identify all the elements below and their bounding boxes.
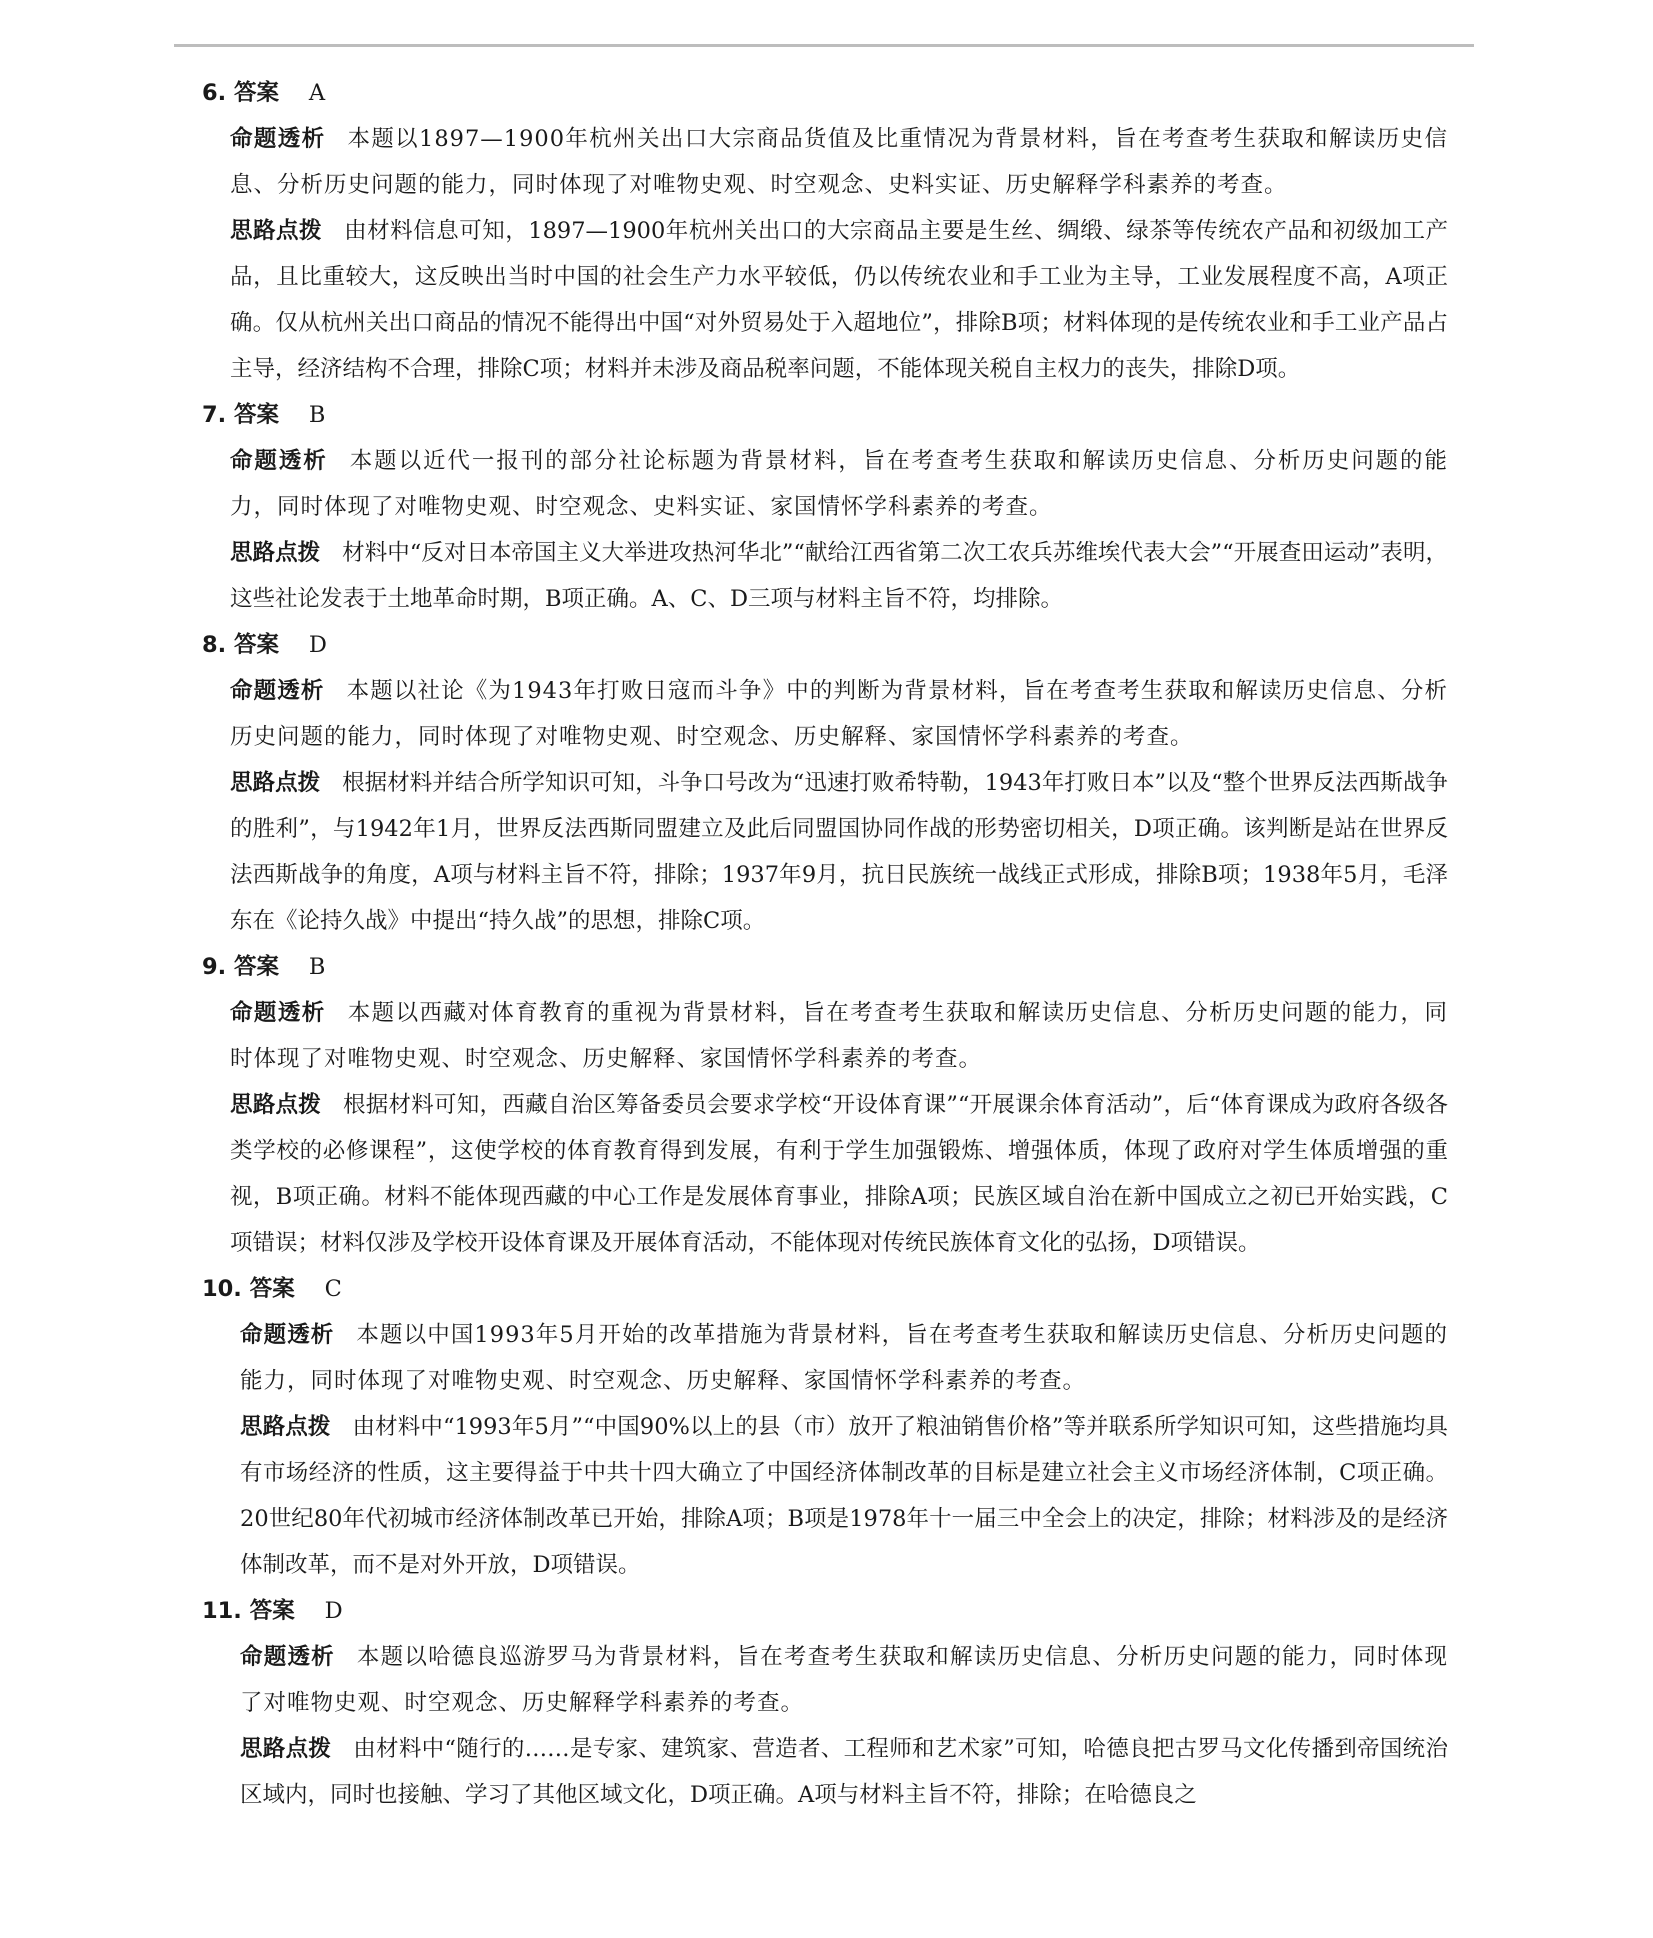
analysis-label: 命题透析 xyxy=(230,448,328,474)
hint-label: 思路点拨 xyxy=(240,1414,331,1440)
analysis-text: 本题以1897—1900年杭州关出口大宗商品货值及比重情况为背景材料，旨在考查考生获取和解读历史信息、分析历史问题的能力，同时体现了对唯物史观、时空观念、史料实证、历史解释学科素养的考查。 xyxy=(230,126,1448,198)
hint-paragraph xyxy=(230,530,1448,622)
top-divider xyxy=(174,44,1474,47)
answer-item-11 xyxy=(0,1588,1653,1818)
hint-paragraph xyxy=(230,1082,1448,1266)
answer-letter: C xyxy=(324,1276,342,1302)
hint-paragraph xyxy=(240,1726,1448,1818)
hint-text: 根据材料并结合所学知识可知，斗争口号改为“迅速打败希特勒，1943年打败日本”以及“整个世界反法西斯战争的胜利”，与1942年1月，世界反法西斯同盟建立及此后同盟国协同作战的形势密切相关，D项正确。该判断是站在世界反法西斯战争的角度，A项与材料主旨不符，排除；1937年9月，抗日民族统一战线正式形成，排除B项；1938年5月，毛泽东在《论持久战》中提出“持久战”的思想，排除C项。 xyxy=(230,770,1448,934)
analysis-text: 本题以哈德良巡游罗马为背景材料，旨在考查考生获取和解读历史信息、分析历史问题的能力，同时体现了对唯物史观、时空观念、历史解释学科素养的考查。 xyxy=(240,1644,1448,1716)
question-number: 9. xyxy=(202,954,227,980)
analysis-label: 命题透析 xyxy=(240,1322,335,1348)
analysis-text: 本题以西藏对体育教育的重视为背景材料，旨在考查考生获取和解读历史信息、分析历史问题的能力，同时体现了对唯物史观、时空观念、历史解释、家国情怀学科素养的考查。 xyxy=(230,1000,1448,1072)
hint-paragraph xyxy=(230,760,1448,944)
answer-letter: A xyxy=(308,80,326,106)
analysis-paragraph xyxy=(230,668,1448,760)
question-number: 8. xyxy=(202,632,227,658)
answer-label: 答案 xyxy=(249,1276,295,1302)
question-number: 10. xyxy=(202,1276,242,1302)
answer-item-9 xyxy=(0,944,1653,1266)
answer-label: 答案 xyxy=(234,632,280,658)
answer-item-10 xyxy=(0,1266,1653,1588)
analysis-label: 命题透析 xyxy=(230,678,325,704)
answer-label: 答案 xyxy=(234,954,280,980)
answer-letter: D xyxy=(308,632,327,658)
answer-item-8 xyxy=(0,622,1653,944)
hint-label: 思路点拨 xyxy=(230,770,321,796)
answer-line xyxy=(202,70,1653,116)
answer-line xyxy=(202,1266,1653,1312)
question-number: 6. xyxy=(202,80,227,106)
answer-line xyxy=(202,622,1653,668)
answer-line xyxy=(202,392,1653,438)
analysis-label: 命题透析 xyxy=(240,1644,335,1670)
answer-content xyxy=(0,70,1653,1818)
answer-item-6 xyxy=(0,70,1653,392)
hint-paragraph xyxy=(240,1404,1448,1588)
hint-paragraph xyxy=(230,208,1448,392)
answer-item-7 xyxy=(0,392,1653,622)
analysis-label: 命题透析 xyxy=(230,126,326,152)
hint-label: 思路点拨 xyxy=(230,1092,322,1118)
analysis-text: 本题以社论《为1943年打败日寇而斗争》中的判断为背景材料，旨在考查考生获取和解读历史信息、分析历史问题的能力，同时体现了对唯物史观、时空观念、历史解释、家国情怀学科素养的考查。 xyxy=(230,678,1448,750)
analysis-text: 本题以中国1993年5月开始的改革措施为背景材料，旨在考查考生获取和解读历史信息、分析历史问题的能力，同时体现了对唯物史观、时空观念、历史解释、家国情怀学科素养的考查。 xyxy=(240,1322,1448,1394)
hint-label: 思路点拨 xyxy=(230,218,323,244)
answer-letter: B xyxy=(308,402,326,428)
answer-label: 答案 xyxy=(234,80,280,106)
answer-label: 答案 xyxy=(249,1598,295,1624)
answer-label: 答案 xyxy=(234,402,280,428)
answer-line xyxy=(202,944,1653,990)
hint-text: 由材料中“1993年5月”“中国90%以上的县（市）放开了粮油销售价格”等并联系所学知识可知，这些措施均具有市场经济的性质，这主要得益于中共十四大确立了中国经济体制改革的目标是建立社会主义市场经济体制，C项正确。20世纪80年代初城市经济体制改革已开始，排除A项；B项是1978年十一届三中全会上的决定，排除；材料涉及的是经济体制改革，而不是对外开放，D项错误。 xyxy=(240,1414,1448,1578)
analysis-paragraph xyxy=(240,1312,1448,1404)
hint-text: 材料中“反对日本帝国主义大举进攻热河华北”“献给江西省第二次工农兵苏维埃代表大会”“开展查田运动”表明，这些社论发表于土地革命时期，B项正确。A、C、D三项与材料主旨不符，均排除。 xyxy=(230,540,1448,612)
analysis-paragraph xyxy=(230,116,1448,208)
answer-letter: D xyxy=(324,1598,343,1624)
hint-label: 思路点拨 xyxy=(230,540,321,566)
analysis-paragraph xyxy=(230,990,1448,1082)
hint-text: 由材料中“随行的……是专家、建筑家、营造者、工程师和艺术家”可知，哈德良把古罗马文化传播到帝国统治区域内，同时也接触、学习了其他区域文化，D项正确。A项与材料主旨不符，排除；在哈德良之 xyxy=(240,1736,1448,1808)
hint-label: 思路点拨 xyxy=(240,1736,332,1762)
hint-text: 根据材料可知，西藏自治区筹备委员会要求学校“开设体育课”“开展课余体育活动”，后“体育课成为政府各级各类学校的必修课程”，这使学校的体育教育得到发展，有利于学生加强锻炼、增强体质，体现了政府对学生体质增强的重视，B项正确。材料不能体现西藏的中心工作是发展体育事业，排除A项；民族区域自治在新中国成立之初已开始实践，C项错误；材料仅涉及学校开设体育课及开展体育活动，不能体现对传统民族体育文化的弘扬，D项错误。 xyxy=(230,1092,1448,1256)
analysis-paragraph xyxy=(230,438,1448,530)
answer-letter: B xyxy=(308,954,326,980)
analysis-paragraph xyxy=(240,1634,1448,1726)
analysis-text: 本题以近代一报刊的部分社论标题为背景材料，旨在考查考生获取和解读历史信息、分析历史问题的能力，同时体现了对唯物史观、时空观念、史料实证、家国情怀学科素养的考查。 xyxy=(230,448,1448,520)
question-number: 7. xyxy=(202,402,227,428)
analysis-label: 命题透析 xyxy=(230,1000,326,1026)
hint-text: 由材料信息可知，1897—1900年杭州关出口的大宗商品主要是生丝、绸缎、绿茶等传统农产品和初级加工产品，且比重较大，这反映出当时中国的社会生产力水平较低，仍以传统农业和手工业为主导，工业发展程度不高，A项正确。仅从杭州关出口商品的情况不能得出中国“对外贸易处于入超地位”，排除B项；材料体现的是传统农业和手工业产品占主导，经济结构不合理，排除C项；材料并未涉及商品税率问题，不能体现关税自主权力的丧失，排除D项。 xyxy=(230,218,1448,382)
answer-line xyxy=(202,1588,1653,1634)
question-number: 11. xyxy=(202,1598,242,1624)
